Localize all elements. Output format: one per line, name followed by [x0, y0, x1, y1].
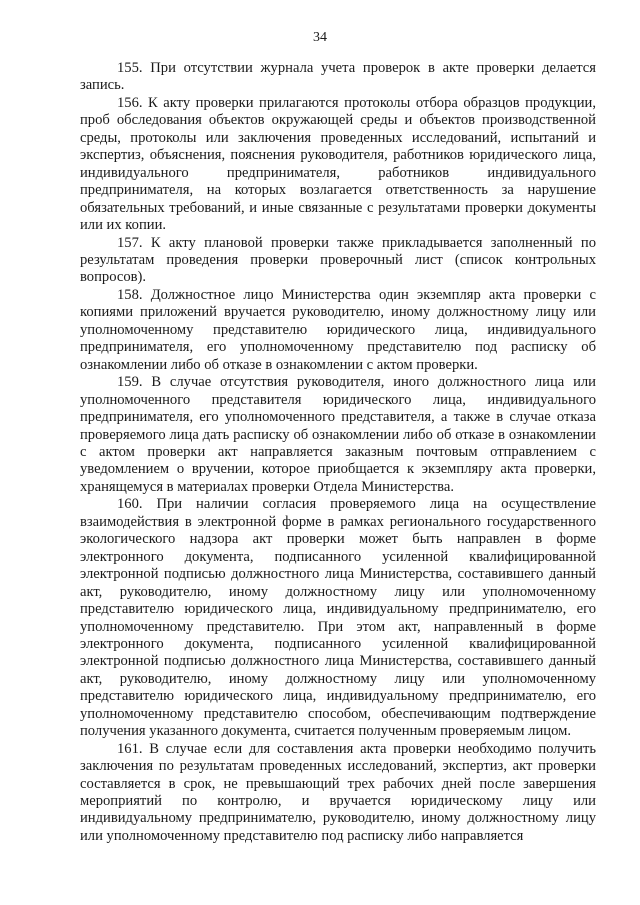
paragraph-155: 155. При отсутствии журнала учета проверок в акте проверки делается запись.	[80, 60, 596, 94]
paragraph-157: 157. К акту плановой проверки также прикладывается заполненный по результатам проведения проверки проверочный лист (список контрольных вопросов).	[80, 234, 596, 286]
paragraph-160: 160. При наличии согласия проверяемого лица на осуществление взаимодействия в электронной форме в рамках регионального государственного экологического надзора акт проверки может быть направлен в форме электронного документа, подписанного усиленной квалифицированной электронной подписью должностного лица Министерства, составившего данный акт, руководителю, иному должностному лицу или уполномоченному представителю юридического лица, индивидуальному предпринимателю, его уполномоченному представителю. При этом акт, направленный в форме электронного документа, подписанного усиленной квалифицированной электронной подписью должностного лица Министерства, составившего данный акт, руководителю, иному должностному лицу или уполномоченному представителю юридического лица, индивидуальному предпринимателю, его уполномоченному представителю способом, обеспечивающим подтверждение получения указанного документа, считается полученным проверяемым лицом.	[80, 496, 596, 740]
page-number: 34	[313, 30, 327, 45]
document-body	[80, 60, 596, 845]
paragraph-156: 156. К акту проверки прилагаются протоколы отбора образцов продукции, проб обследования объектов окружающей среды и объектов производственной среды, протоколы или заключения проведенных исследований, испытаний и экспертиз, объяснения, пояснения руководителя, работников юридического лица, индивидуального предпринимателя, работников индивидуального предпринимателя, на которых возлагается ответственность за нарушение обязательных требований, и иные связанные с результатами проверки документы или их копии.	[80, 94, 596, 234]
paragraph-158: 158. Должностное лицо Министерства один экземпляр акта проверки с копиями приложений вручается руководителю, иному должностному лицу или уполномоченному представителю юридического лица, индивидуального предпринимателя, его уполномоченному представителю под расписку об ознакомлении либо об отказе в ознакомлении с актом проверки.	[80, 286, 596, 373]
paragraph-161: 161. В случае если для составления акта проверки необходимо получить заключения по результатам проведенных исследований, экспертиз, акт проверки составляется в срок, не превышающий трех рабочих дней после завершения мероприятий по контролю, и вручается юридическому лицу или индивидуальному предпринимателю, руководителю, иному должностному лицу или уполномоченному представителю под расписку либо направляется	[80, 740, 596, 844]
paragraph-159: 159. В случае отсутствия руководителя, иного должностного лица или уполномоченного представителя юридического лица, индивидуального предпринимателя, его уполномоченного представителя, а также в случае отказа проверяемого лица дать расписку об ознакомлении либо об отказе в ознакомлении с актом проверки акт направляется заказным почтовым отправлением с уведомлением о вручении, которое приобщается к экземпляру акта проверки, хранящемуся в материалах проверки Отдела Министерства.	[80, 374, 596, 495]
